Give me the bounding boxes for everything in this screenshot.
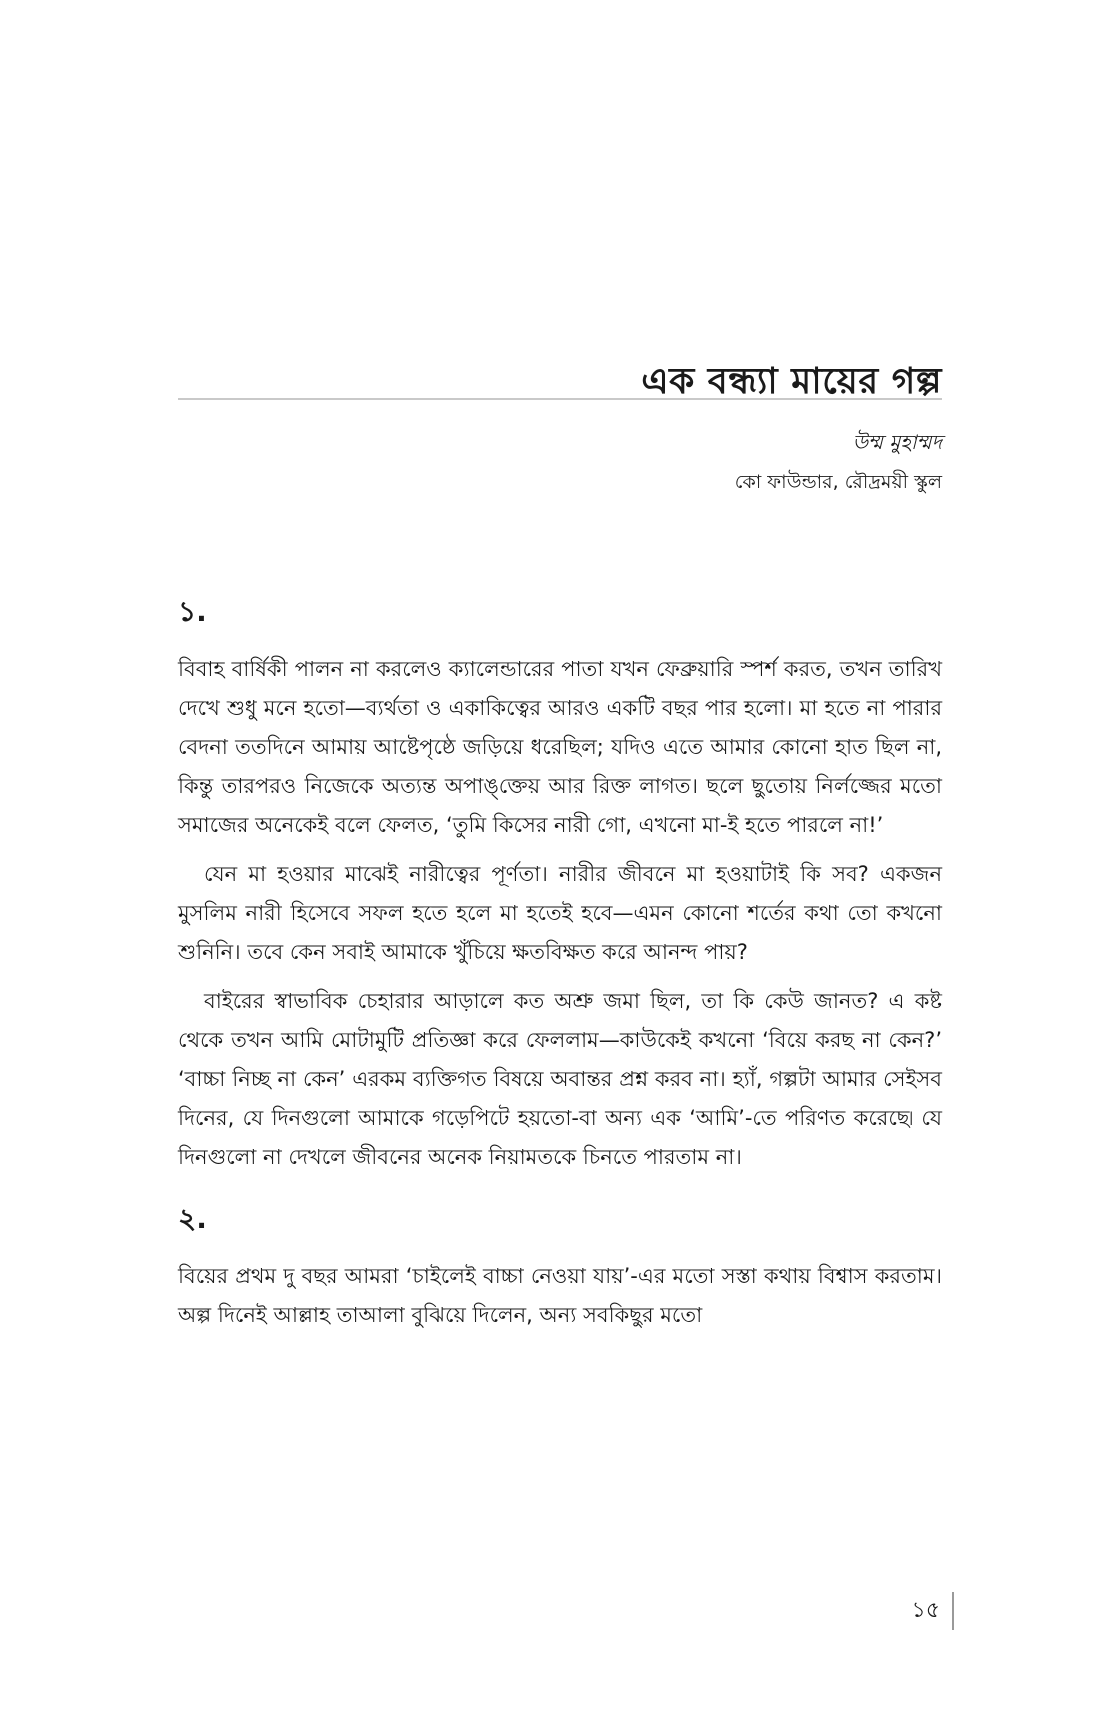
author-name: উম্ম মুহাম্মদ (852, 430, 942, 454)
chapter-title: এক বন্ধ্যা মায়ের গল্প (641, 361, 942, 403)
page-number-bar (952, 1592, 954, 1630)
page-number: ১৫ (911, 1597, 940, 1623)
paragraph-1-1: বিবাহ বার্ষিকী পালন না করলেও ক্যালেন্ডারের পাতা যখন ফেব্রুয়ারি স্পর্শ করত, তখন তারিখ দেখে শুধু মনে হতো—ব্যর্থতা ও একাকিত্বের আরও একটি বছর পার হলো। মা হতে না পারার বেদনা ততদিনে আমায় আষ্টেপৃষ্ঠে জড়িয়ে ধরেছিল; যদিও এতে আমার কোনো হাত ছিল না, কিন্তু তারপরও নিজেকে অত্যন্ত অপাঙ্‌ক্তেয় আর রিক্ত লাগত। ছলে ছুতোয় নির্লজ্জের মতো সমাজের অনেকেই বলে ফেলত, ‘তুমি কিসের নারী গো, এখনো মা-ই হতে পারলে না!’ (178, 657, 942, 837)
section-spacer (178, 1187, 942, 1201)
paragraph-1-2: যেন মা হওয়ার মাঝেই নারীত্বের পূর্ণতা। নারীর জীবনে মা হওয়াটাই কি সব? একজন মুসলিম নারী হিসেবে সফল হতে হলে মা হতেই হবে—এমন কোনো শর্তের কথা তো কখনো শুনিনি। তবে কেন সবাই আমাকে খুঁচিয়ে ক্ষতবিক্ষত করে আনন্দ পায়? (178, 862, 942, 964)
paragraph-2-1: বিয়ের প্রথম দু বছর আমরা ‘চাইলেই বাচ্চা নেওয়া যায়’-এর মতো সস্তা কথায় বিশ্বাস করতাম। অল্প দিনেই আল্লাহ তাআলা বুঝিয়ে দিলেন, অন্য সবকিছুর মতো (178, 1264, 942, 1327)
section-heading-2: ২. (178, 1202, 207, 1235)
author-affiliation: কো ফাউন্ডার, রৌদ্রময়ী স্কুল (734, 471, 942, 493)
chapter-body (178, 594, 942, 1345)
title-divider (178, 398, 942, 400)
section-heading-1: ১. (178, 595, 207, 628)
page-footer (911, 1592, 954, 1630)
paragraph-1-3: বাইরের স্বাভাবিক চেহারার আড়ালে কত অশ্রু জমা ছিল, তা কি কেউ জানত? এ কষ্ট থেকে তখন আমি মোটামুটি প্রতিজ্ঞা করে ফেললাম—কাউকেই কখনো ‘বিয়ে করছ না কেন?’ ‘বাচ্চা নিচ্ছ না কেন’ এরকম ব্যক্তিগত বিষয়ে অবান্তর প্রশ্ন করব না। হ্যাঁ, গল্পটা আমার সেইসব দিনের, যে দিনগুলো আমাকে গড়েপিটে হয়তো-বা অন্য এক ‘আমি’-তে পরিণত করেছে৷ যে দিনগুলো না দেখলে জীবনের অনেক নিয়ামতকে চিনতে পারতাম না। (178, 989, 942, 1169)
